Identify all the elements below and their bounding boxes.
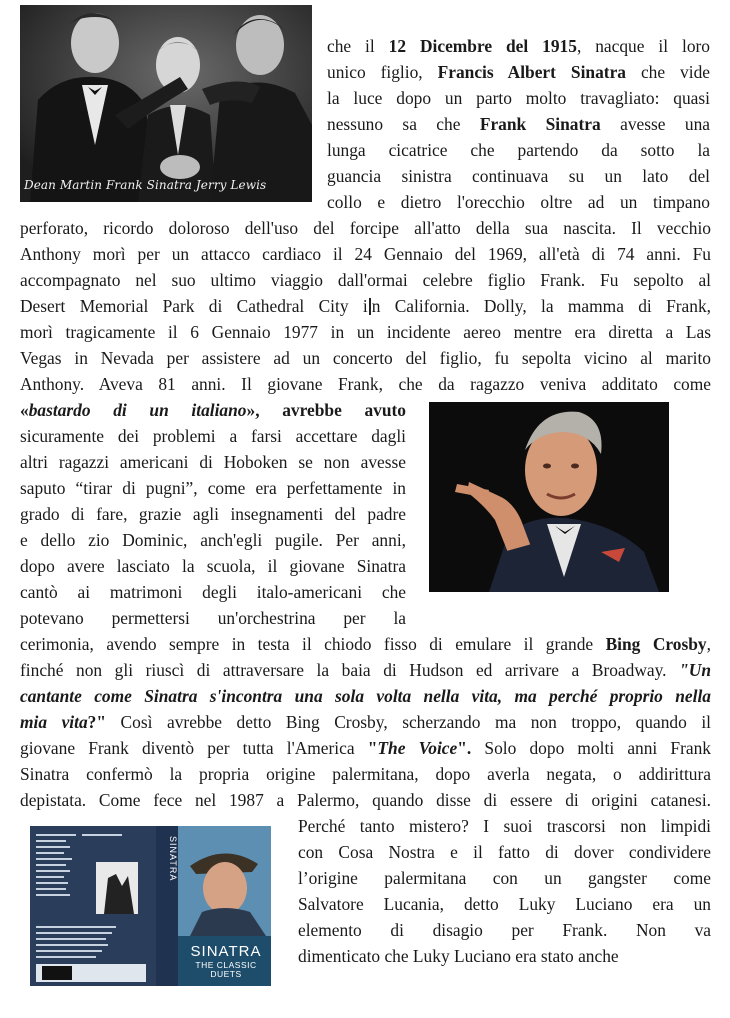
text-line: grado di fare, grazie agli insegnamenti del padre [20, 504, 406, 524]
text-line: Sinatra confermò la propria origine palermitana, dopo averla negata, o addirittura [20, 764, 711, 784]
text-line: nessuno sa che Frank Sinatra avesse una [327, 114, 710, 134]
photo1-caption: Dean Martin Frank Sinatra Jerry Lewis [24, 178, 267, 192]
text-line: depistata. Come fece nel 1987 a Palermo, quando disse di essere di origini catanesi. [20, 790, 711, 810]
text-line: giovane Frank diventò per tutta l'America "The Voice". Solo dopo molti anni Frank [20, 738, 711, 758]
text-cursor [369, 298, 371, 315]
text-line: Perché tanto mistero? I suoi trascorsi non limpidi [298, 816, 711, 836]
text-line: sicuramente dei problemi a farsi accettare dagli [20, 426, 406, 446]
text-line: unico figlio, Francis Albert Sinatra che vide [327, 62, 710, 82]
text-line: e dello zio Dominic, anch'egli pugile. Per anni, [20, 530, 406, 550]
text-line: cerimonia, avendo sempre in testa il chiodo fisso di emulare il grande Bing Crosby, [20, 634, 711, 654]
dvd-title: SINATRA [190, 943, 262, 960]
text-line: con Cosa Nostra e il fatto di dover condividere [298, 842, 711, 862]
text-line: cantò ai matrimoni degli italo-americani che [20, 582, 406, 602]
photo2-image [429, 402, 669, 592]
text-line: mia vita?" Così avrebbe detto Bing Crosby, scherzando ma non troppo, quando il [20, 712, 712, 732]
text-line: altri ragazzi americani di Hoboken se non avesse [20, 452, 406, 472]
text-line: la luce dopo un parto molto travagliato: quasi [327, 88, 710, 108]
text-line: morì tragicamente il 6 Gennaio 1977 in un incidente aereo mentre era diretta a Las [20, 322, 711, 342]
text-line: lunga cicatrice che partendo da sotto la [327, 140, 710, 160]
text-line: l’origine palermitana con un gangster come [298, 868, 711, 888]
text-line: dimenticato che Luky Luciano era stato anche [298, 946, 619, 966]
text-line: guancia sinistra continuava su un lato del [327, 166, 710, 186]
photo-sinatra-classic-duets-dvd [30, 826, 271, 986]
text-line: Salvatore Lucania, detto Luky Luciano era un [298, 894, 711, 914]
text-line: «bastardo di un italiano», avrebbe avuto [20, 400, 406, 420]
text-line: potevano permettersi un'orchestrina per la [20, 608, 406, 628]
text-line: Desert Memorial Park di Cathedral City i n California. Dolly, la mamma di Frank, [20, 296, 711, 316]
text-line: che il 12 Dicembre del 1915, nacque il loro [327, 36, 710, 56]
dvd-spine-title: SINATRA [168, 836, 178, 882]
text-line: Anthony. Aveva 81 anni. Il giovane Frank, che da ragazzo veniva additato come [20, 374, 711, 394]
text-line: finché non gli riuscì di attraversare la baia di Hudson ed arrivare a Broadway. "Un [20, 660, 711, 680]
text-line: saputo “tirar di pugni”, come era perfettamente in [20, 478, 406, 498]
text-line: collo e dietro l'orecchio oltre ad un timpano [327, 192, 710, 212]
dvd-subtitle: THE CLASSIC DUETS [195, 960, 257, 979]
photo1-image [20, 5, 312, 202]
text-line: accompagnato nel suo ultimo viaggio dall'ormai celebre figlio Frank. Fu sepolto al [20, 270, 711, 290]
photo-dean-martin-sinatra-jerry-lewis [20, 5, 312, 202]
text-line: Vegas in Nevada per assistere ad un concerto del figlio, fu sepolta vicino al marito [20, 348, 711, 368]
text-line: cantante come Sinatra s'incontra una sola volta nella vita, ma perché proprio nella [20, 686, 711, 706]
text-line: Anthony morì per un attacco cardiaco il 24 Gennaio del 1969, all'età di 74 anni. Fu [20, 244, 711, 264]
text-line: elemento di disagio per Frank. Non va [298, 920, 711, 940]
photo-sinatra-pointing [429, 402, 669, 592]
text-line: dopo avere lasciato la scuola, il giovane Sinatra [20, 556, 406, 576]
text-line: perforato, ricordo doloroso dell'uso del forcipe all'atto della sua nascita. Il vecchio [20, 218, 711, 238]
